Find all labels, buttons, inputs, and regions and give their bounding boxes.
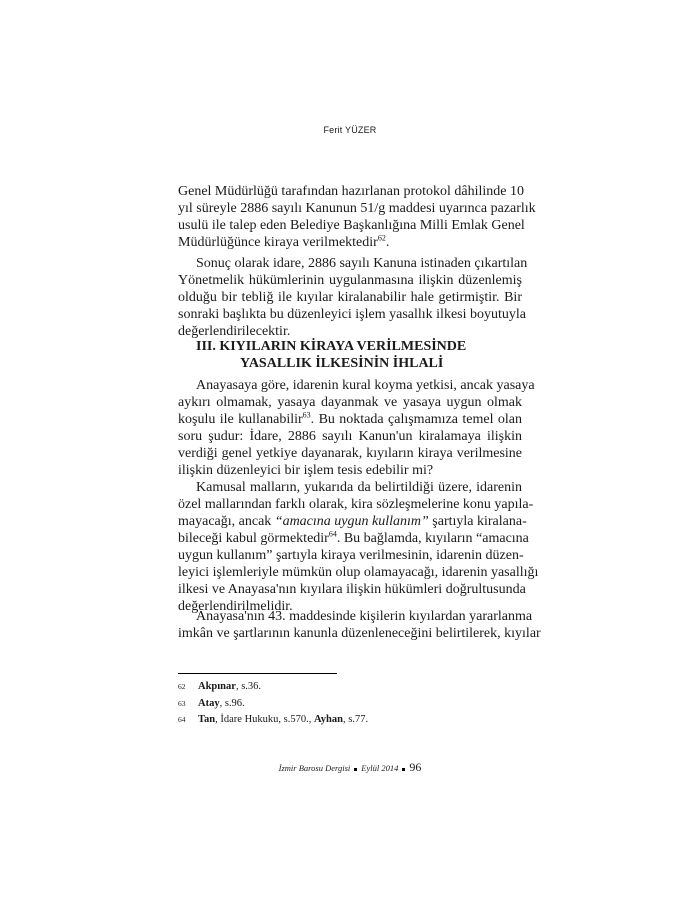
text-line: olduğu bir tebliğ ile kıyılar kiralanabilir hale getirmiştir. Bir bbox=[178, 290, 522, 305]
text: . Bu bağlamda, kıyıların “amacına bbox=[336, 531, 529, 546]
text-line: aykırı olmamak, yasaya dayanmak ve yasaya uygun olmak bbox=[178, 395, 522, 410]
footnote-ref[interactable]: 63 bbox=[302, 410, 311, 420]
text-line: sonraki başlıkta bu düzenleyici işlem yasallık ilkesi boyutuyla bbox=[178, 307, 526, 322]
text-line: Genel Müdürlüğü tarafından hazırlanan protokol dâhilinde 10 bbox=[178, 184, 525, 199]
footnote-number: 62 bbox=[178, 682, 186, 691]
running-head: Ferit YÜZER bbox=[323, 125, 377, 135]
text-line: yıl süreyle 2886 sayılı Kanunun 51/g maddesi uyarınca pazarlık bbox=[178, 201, 536, 216]
emphasis: “amacına uygun kullanım” bbox=[274, 514, 429, 529]
text-line: Kamusal malların, yukarıda da belirtildiği üzere, idarenin bbox=[196, 480, 522, 495]
paragraph-3 bbox=[178, 377, 535, 479]
text: şartıyla kiralana- bbox=[428, 514, 527, 529]
footnote-author: Akpınar bbox=[198, 681, 236, 692]
footnote-63 bbox=[178, 697, 245, 710]
text-line: uygun kullanım” şartıyla kiraya verilmesinin, idarenin düzen- bbox=[178, 548, 524, 563]
paragraph-1 bbox=[178, 183, 536, 251]
text-line: Müdürlüğünce kiraya verilmektedir$^{62}$. bbox=[178, 233, 390, 250]
text-line: soru şudur: İdare, 2886 sayılı Kanun'un kiralamaya ilişkin bbox=[178, 429, 522, 444]
paragraph-4 bbox=[178, 479, 539, 615]
footnote-64 bbox=[178, 713, 368, 726]
footnote-author: Atay bbox=[198, 698, 220, 709]
text: koşulu ile kullanabilir bbox=[178, 412, 303, 427]
bullet-separator bbox=[354, 768, 357, 771]
text-line: ilkesi ve Anayasa'nın kıyılara ilişkin hükümleri doğrultusunda bbox=[178, 582, 526, 597]
text-line: değerlendirilmelidir. bbox=[178, 599, 293, 614]
footnote-text: , s.77. bbox=[342, 714, 369, 725]
heading-line: YASALLIK İLKESİNİN İHLALİ bbox=[240, 356, 444, 371]
journal-name: İzmir Barosu Dergisi bbox=[278, 763, 351, 773]
section-heading bbox=[196, 338, 540, 372]
text-line bbox=[178, 513, 527, 530]
bullet-separator bbox=[402, 768, 405, 771]
text: . Bu noktada çalışmamıza temel olan bbox=[310, 412, 522, 427]
text-line: özel mallarından farklı olarak, kira sözleşmelerine konu yapıla- bbox=[178, 497, 534, 512]
text-line: Sonuç olarak idare, 2886 sayılı Kanuna istinaden çıkartılan bbox=[196, 256, 528, 271]
footnote-text: , s.96. bbox=[219, 698, 245, 709]
footnote-ref[interactable]: 64 bbox=[328, 529, 337, 539]
text-line: usulü ile talep eden Belediye Başkanlığına Milli Emlak Genel bbox=[178, 218, 525, 233]
text: mayacağı, ancak bbox=[178, 514, 275, 529]
text-line: verdiği genel yetkiye dayanarak, kıyıların kiraya verilmesine bbox=[178, 446, 522, 461]
text-line: ilişkin düzenleyici bir işlem tesis edebilir mi? bbox=[178, 463, 434, 478]
footnote-number: 64 bbox=[178, 715, 186, 724]
text: Müdürlüğünce kiraya verilmektedir bbox=[178, 235, 378, 250]
page-footer bbox=[0, 760, 700, 775]
text-line: imkân ve şartlarının kanunla düzenleneceğini belirtilerek, kıyılar bbox=[178, 626, 541, 641]
text-line: Anayasa'nın 43. maddesinde kişilerin kıyılardan yararlanma bbox=[196, 609, 533, 624]
issue-date: Eylül 2014 bbox=[361, 763, 399, 773]
paragraph-2 bbox=[178, 255, 528, 340]
text-line: değerlendirilecektir. bbox=[178, 324, 291, 339]
footnote-author: Tan bbox=[198, 714, 216, 725]
heading-line: III. KIYILARIN KİRAYA VERİLMESİNDE bbox=[196, 339, 467, 354]
text-line: Anayasaya göre, idarenin kural koyma yetkisi, ancak yasaya bbox=[196, 378, 535, 393]
footnote-62 bbox=[178, 680, 261, 693]
footnote-text: , s.36. bbox=[235, 681, 262, 692]
footnote-ref[interactable]: 62 bbox=[377, 233, 386, 243]
paragraph-5 bbox=[178, 608, 541, 642]
text-line bbox=[178, 529, 529, 547]
text-line bbox=[178, 411, 522, 428]
text-line: leyici işlemleriyle mümkün olup olamayacağı, idarenin yasallığı bbox=[178, 565, 539, 580]
footnote-author: Ayhan bbox=[314, 714, 343, 725]
text-line: Yönetmelik hükümlerinin uygulanmasına ilişkin düzenlemiş bbox=[178, 273, 522, 288]
footnote-number: 63 bbox=[178, 699, 186, 708]
footnote-divider bbox=[178, 673, 337, 674]
page-number: 96 bbox=[409, 760, 422, 774]
footnote-text: , İdare Hukuku, s.570., bbox=[215, 714, 314, 725]
text: bileceği kabul görmektedir bbox=[178, 531, 329, 546]
